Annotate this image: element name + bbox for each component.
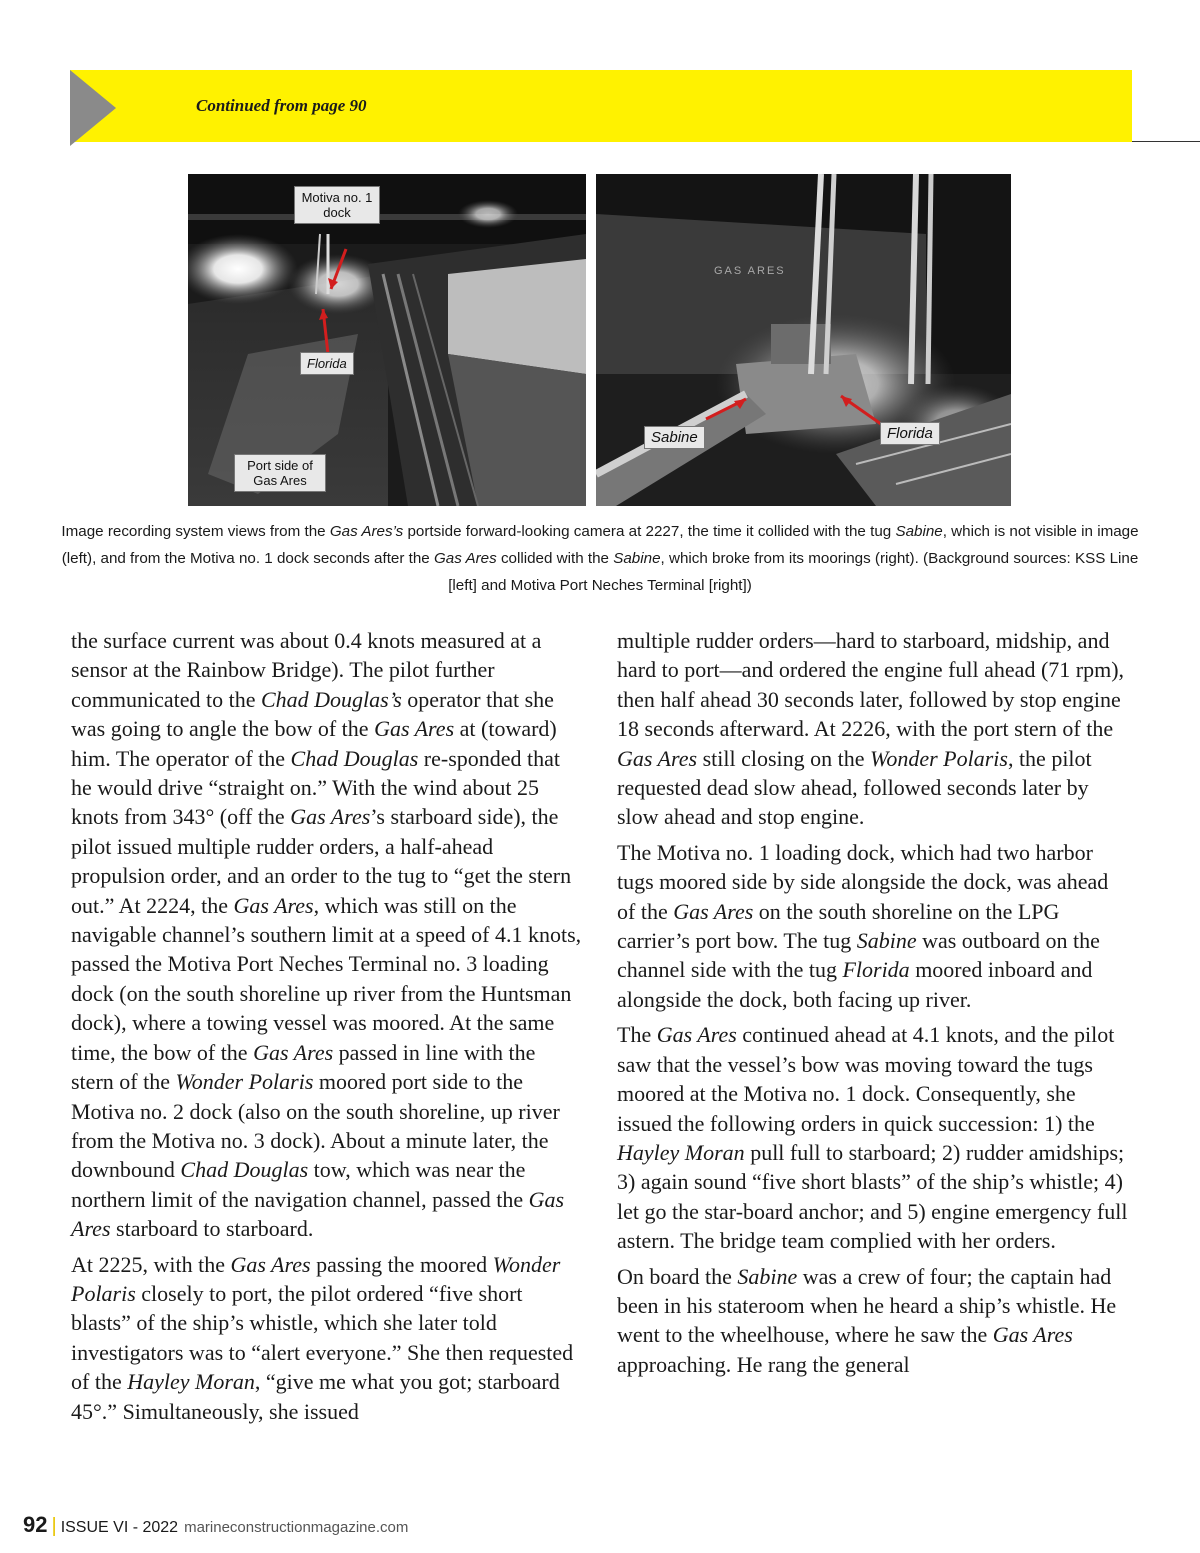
caption-italic: Sabine: [895, 523, 943, 540]
text-run: still closing on the: [697, 745, 871, 771]
text-run: moored port side to the Motiva no. 2 dock (also on the south shoreline, up river from the Motiva no. 3 dock). About a minute later, the downbound: [71, 1069, 560, 1183]
callout-florida-left: Florida: [300, 352, 354, 375]
caption-text: portside forward-looking camera at 2227, the time it collided with the tug: [403, 523, 896, 540]
text-run: re-sponded that he would drive “straight on.” With the wind about 25 knots from 343° (off the: [71, 745, 561, 830]
italic-run: Gas Ares: [233, 892, 314, 918]
text-run: starboard to starboard.: [110, 1216, 314, 1242]
caption-text: , which broke from its moorings (right). (Background sources: KSS Line [left] and Motiva Port Neches Terminal [right]): [448, 550, 1139, 594]
paragraph: [71, 1250, 583, 1426]
italic-run: Gas Ares: [374, 716, 455, 742]
issue-label: ISSUE VI - 2022: [60, 1519, 179, 1536]
photo-right-dock-view: [596, 174, 1011, 506]
italic-run: Gas Ares: [656, 1022, 737, 1048]
italic-run: Florida: [842, 957, 910, 983]
figure-caption: [60, 518, 1140, 599]
text-run: On board the: [617, 1263, 738, 1289]
italic-run: Wonder Polaris: [71, 1251, 561, 1306]
italic-run: Chad Douglas’s: [261, 686, 402, 712]
text-run: , the pilot requested dead slow ahead, followed seconds later by slow ahead and stop engine.: [617, 745, 1092, 830]
footer-separator: |: [51, 1515, 57, 1537]
page-number: 92: [23, 1512, 48, 1537]
italic-run: Gas Ares: [992, 1322, 1073, 1348]
text-run: continued ahead at 4.1 knots, and the pilot saw that the vessel’s bow was moving toward the tugs moored at the Motiva no. 1 dock. Consequently, she issued the following orders in quick succession: 1) the: [617, 1022, 1115, 1136]
text-run: was outboard on the channel side with the tug: [617, 928, 1100, 983]
italic-run: Gas Ares: [617, 745, 698, 771]
caption-italic: Gas Ares’s: [329, 523, 404, 540]
text-run: The: [617, 1022, 657, 1048]
italic-run: Gas Ares: [253, 1039, 334, 1065]
text-run: passed in line with the stern of the: [71, 1039, 536, 1095]
italic-run: Hayley Moran: [127, 1369, 255, 1395]
italic-run: Wonder Polaris: [870, 745, 1008, 771]
text-run: on the south shoreline on the LPG carrier’s port bow. The tug: [617, 898, 1060, 954]
photo-right-drawing: [596, 174, 1011, 506]
caption-italic: Gas Ares: [433, 550, 497, 567]
text-run: passing the moored: [310, 1251, 493, 1277]
callout-motiva-dock: Motiva no. 1 dock: [294, 186, 380, 224]
banner-rule: [1132, 141, 1200, 142]
callout-port-side: Port side of Gas Ares: [234, 454, 326, 492]
text-run: multiple rudder orders—hard to starboard, midship, and hard to port—and ordered the engine full ahead (71 rpm), then half ahead 30 seconds later, followed by stop engine 18 seconds afterward. At 2226, with the port stern of the: [617, 628, 1125, 742]
text-run: closely to port, the pilot ordered “five short blasts” of the ship’s whistle, which she later told investigators was to “alert everyone.” She then requested of the: [71, 1280, 574, 1395]
italic-run: Chad Douglas: [180, 1157, 309, 1183]
text-run: The Motiva no. 1 loading dock, which had two harbor tugs moored side by side alongside the dock, was ahead of the: [617, 839, 1109, 924]
paragraph: [71, 626, 583, 1244]
text-run: tow, which was near the northern limit of the navigation channel, passed the: [71, 1157, 529, 1212]
italic-run: Gas Ares: [673, 898, 754, 924]
page-footer: [23, 1512, 408, 1538]
article-column-left: [71, 626, 583, 1432]
text-run: approaching. He rang the general: [617, 1351, 910, 1377]
callout-sabine: Sabine: [644, 426, 705, 449]
italic-run: Gas Ares: [290, 804, 371, 830]
caption-text: collided with the: [496, 550, 614, 567]
italic-run: Sabine: [856, 928, 917, 954]
article-column-right: [617, 626, 1132, 1385]
italic-run: Gas Ares: [230, 1251, 311, 1277]
text-run: was a crew of four; the captain had been in his stateroom when he heard a ship’s whistle. He went to the wheelhouse, where he saw the: [617, 1263, 1117, 1348]
caption-text: Image recording system views from the: [61, 523, 330, 540]
paragraph: [617, 838, 1132, 1014]
italic-run: Gas Ares: [71, 1186, 565, 1242]
banner-arrow-icon: [70, 70, 116, 146]
text-run: pull full to starboard; 2) rudder amidships; 3) again sound “five short blasts” of the ship’s whistle; 4) let go the star-board anchor; and 5) engine emergency full astern. The bridge team complied with her orders.: [617, 1139, 1128, 1254]
website-label: marineconstructionmagazine.com: [184, 1519, 409, 1536]
text-run: , which was still on the navigable channel’s southern limit at a speed of 4.1 knots, passed the Motiva Port Neches Terminal no. 3 loading dock (on the south shoreline up river from the Huntsman dock), where a towing vessel was moored. At the same time, the bow of the: [71, 892, 582, 1065]
callout-florida-right: Florida: [880, 422, 940, 445]
italic-run: Wonder Polaris: [175, 1069, 314, 1095]
continued-from-label: Continued from page 90: [196, 96, 367, 115]
text-run: moored inboard and alongside the dock, both facing up river.: [617, 957, 1093, 1012]
text-run: operator that she was going to angle the bow of the: [71, 686, 554, 742]
text-run: at (toward) him. The operator of the: [71, 716, 557, 771]
text-run: , “give me what you got; starboard 45°.” Simultaneously, she issued: [71, 1369, 560, 1424]
text-run: ’s starboard side), the pilot issued multiple rudder orders, a half-ahead propulsion order, and an order to the tug to “get the stern out.” At 2224, the: [71, 804, 572, 918]
caption-italic: Sabine: [613, 550, 661, 567]
caption-text: , which is not visible in image (left), and from the Motiva no. 1 dock seconds after the: [61, 523, 1139, 567]
paragraph: [617, 626, 1132, 832]
paragraph: [617, 1262, 1132, 1380]
italic-run: Sabine: [737, 1263, 798, 1289]
text-run: At 2225, with the: [71, 1251, 231, 1277]
italic-run: Hayley Moran: [617, 1139, 745, 1165]
italic-run: Chad Douglas: [290, 745, 419, 771]
photo-left-camera-view: [188, 174, 586, 506]
hull-name-text: GAS ARES: [714, 265, 786, 277]
text-run: the surface current was about 0.4 knots measured at a sensor at the Rainbow Bridge). The pilot further communicated to the: [71, 628, 542, 712]
paragraph: [617, 1020, 1132, 1255]
